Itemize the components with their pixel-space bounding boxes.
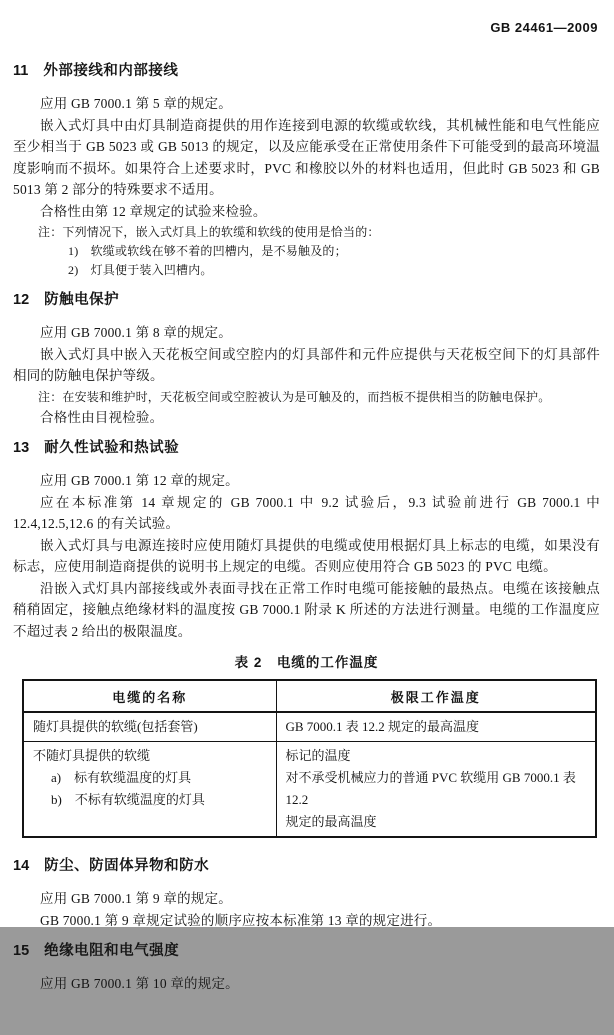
bottom-margin <box>13 995 600 1035</box>
section-11 <box>13 59 600 280</box>
table-cell: 随灯具提供的软缆(包括套管) <box>23 712 276 742</box>
standard-number: GB 24461—2009 <box>490 20 598 35</box>
table-cell <box>23 742 276 838</box>
section-title: 耐久性试验和热试验 <box>44 440 180 456</box>
note: 注：下列情况下，嵌入式灯具上的软缆和软线的使用是恰当的： <box>38 225 380 239</box>
section-heading <box>13 59 600 80</box>
cell-line: 不随灯具提供的软缆 <box>33 748 151 763</box>
paragraph: 应在本标准第 14 章规定的 GB 7000.1 中 9.2 试验后，9.3 试验前进行 GB 7000.1 中 12.4,12.5,12.6 的有关试验。 <box>13 494 600 531</box>
column-header-cable-name: 电缆的名称 <box>23 680 276 712</box>
paragraph: 嵌入式灯具中嵌入天花板空间或空腔内的灯具部件和元件应提供与天花板空间下的灯具部件相同的防触电保护等级。 <box>13 346 600 383</box>
column-header-limit-temperature: 极限工作温度 <box>276 680 596 712</box>
section-title: 防尘、防固体异物和防水 <box>44 858 210 874</box>
paragraph: 合格性由目视检验。 <box>40 409 164 425</box>
section-number: 13 <box>13 440 30 456</box>
paragraph: 应用 GB 7000.1 第 9 章的规定。 <box>40 891 232 906</box>
section-number: 15 <box>13 943 30 959</box>
section-heading <box>13 288 600 309</box>
note-list-item: 2) 灯具便于装入凹槽内。 <box>68 263 213 277</box>
section-14 <box>13 854 600 931</box>
table-header-row <box>23 680 596 712</box>
paragraph: 嵌入式灯具中由灯具制造商提供的用作连接到电源的软缆或软线，其机械性能和电气性能应至少相当于 GB 5023 或 GB 5013 的规定，以及应能承受在正常使用条件下可能受到的最高环境温度影响而不损坏。如果符合上述要求时，PVC 和橡胶以外的材料也适用，但此时 GB 5023 和 GB 5013 第 2 部分的特殊要求不适用。 <box>13 117 600 197</box>
section-heading <box>13 854 600 875</box>
section-15 <box>13 939 600 995</box>
paragraph: GB 7000.1 第 9 章规定试验的顺序应按本标准第 13 章的规定进行。 <box>40 912 442 928</box>
cell-line: b) 不标有软缆温度的灯具 <box>51 792 205 807</box>
paragraph: 应用 GB 7000.1 第 12 章的规定。 <box>40 473 239 488</box>
paragraph: 应用 GB 7000.1 第 5 章的规定。 <box>40 96 232 111</box>
paragraph: 应用 GB 7000.1 第 10 章的规定。 <box>40 976 239 991</box>
cell-line: 标记的温度 <box>285 748 351 763</box>
note-list-item: 1) 软缆或软线在够不着的凹槽内，是不易触及的； <box>68 244 347 258</box>
section-title: 防触电保护 <box>44 292 120 308</box>
section-heading <box>13 939 600 960</box>
cell-line: 规定的最高温度 <box>285 814 377 829</box>
section-title: 外部接线和内部接线 <box>43 63 179 79</box>
section-number: 12 <box>13 292 30 308</box>
table-row <box>23 712 596 742</box>
section-title: 绝缘电阻和电气强度 <box>44 943 180 959</box>
paragraph: 沿嵌入式灯具内部接线或外表面寻找在正常工作时电缆可能接触的最热点。电缆在该接触点稍稍固定，接触点绝缘材料的温度按 GB 7000.1 附录 K 所述的方法进行测量。电缆的工作温度应不超过表 2 给出的极限温度。 <box>13 580 600 639</box>
table-2-cable-working-temperature <box>22 679 597 838</box>
table-cell: GB 7000.1 表 12.2 规定的最高温度 <box>276 712 596 742</box>
cell-line: 对不承受机械应力的普通 PVC 软缆用 GB 7000.1 表 12.2 <box>285 770 576 807</box>
cell-line: a) 标有软缆温度的灯具 <box>51 770 192 785</box>
table-row <box>23 742 596 838</box>
section-heading <box>13 436 600 457</box>
table-caption: 表 2 电缆的工作温度 <box>234 655 379 670</box>
section-12 <box>13 288 600 428</box>
paragraph: 应用 GB 7000.1 第 8 章的规定。 <box>40 325 232 340</box>
table-cell <box>276 742 596 838</box>
section-13 <box>13 436 600 838</box>
section-number: 11 <box>13 63 29 79</box>
section-number: 14 <box>13 858 30 874</box>
paragraph: 嵌入式灯具与电源连接时应使用随灯具提供的电缆或使用根据灯具上标志的电缆，如果没有标志，应使用制造商提供的说明书上规定的电缆。否则应使用符合 GB 5023 的 PVC 电缆。 <box>13 537 600 574</box>
note: 注：在安装和维护时，天花板空间或空腔被认为是可触及的，而挡板不提供相当的防触电保护。 <box>38 389 551 404</box>
paragraph: 合格性由第 12 章规定的试验来检验。 <box>40 203 267 219</box>
